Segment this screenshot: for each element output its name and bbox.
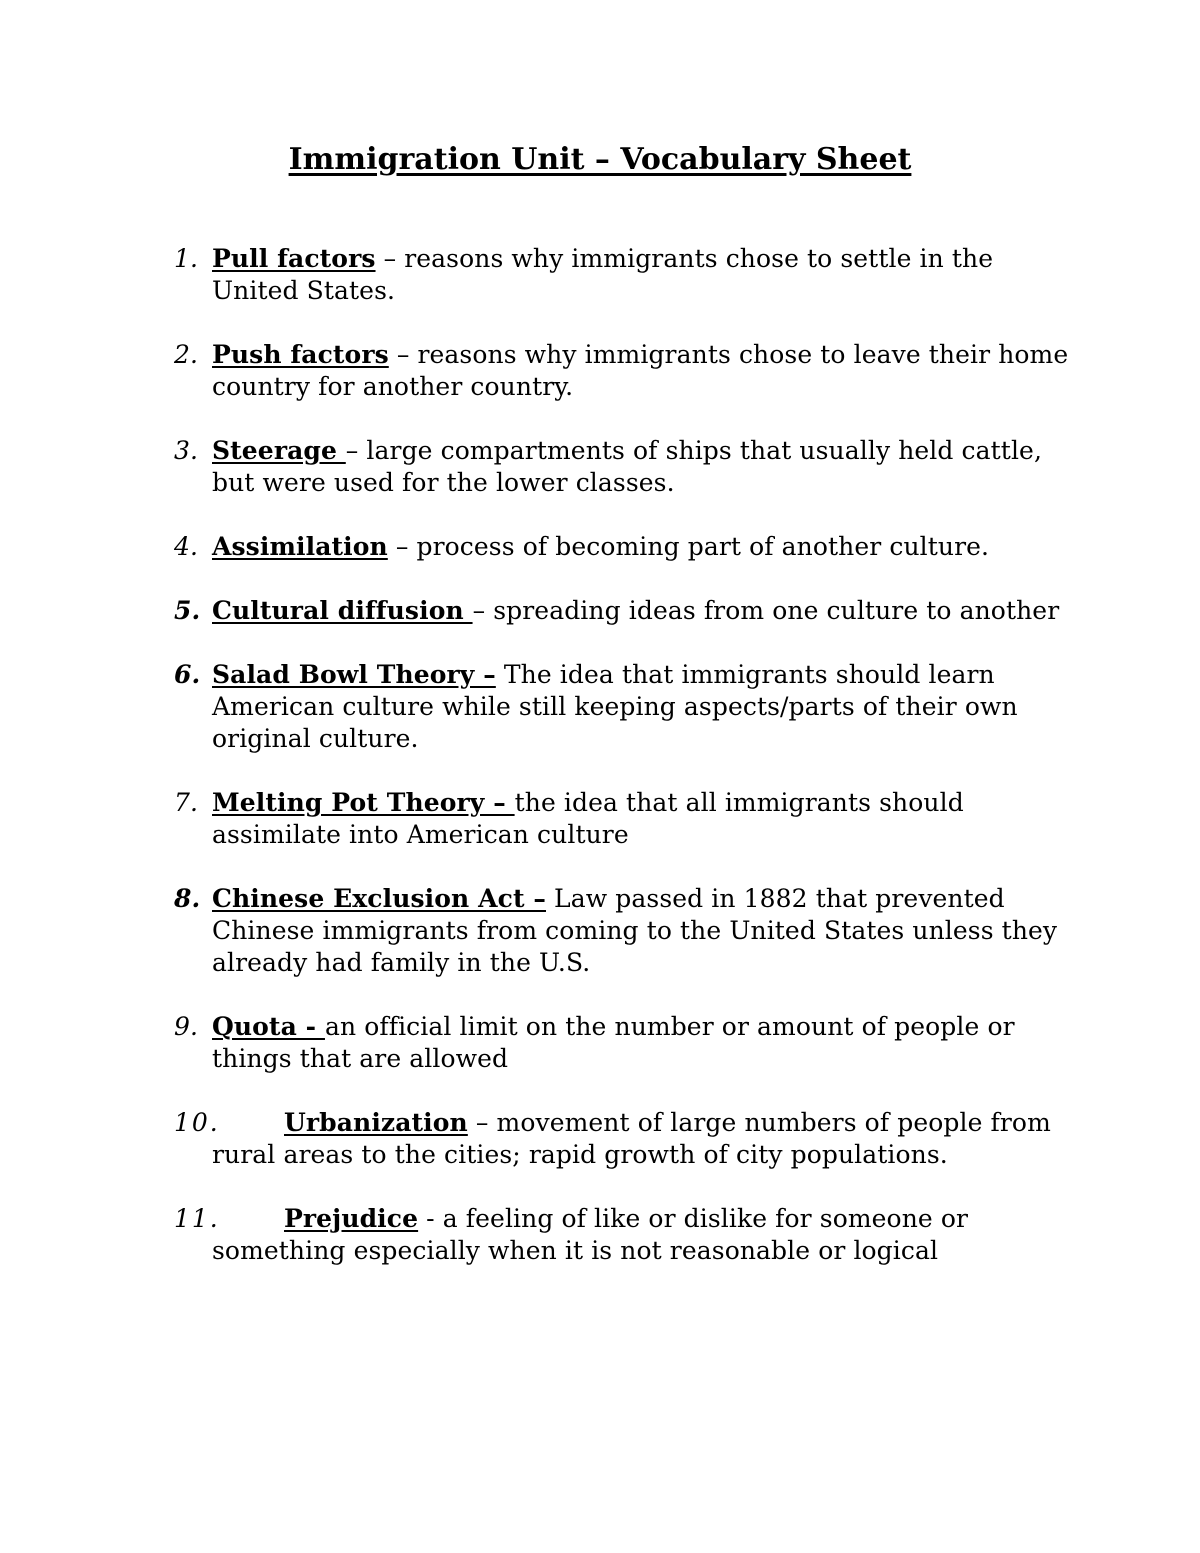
vocab-term: Prejudice	[284, 1204, 419, 1233]
list-item	[174, 883, 1074, 979]
item-number: 3.	[174, 436, 199, 465]
item-number: 7.	[174, 788, 199, 817]
list-item	[174, 1203, 1074, 1267]
page-title: Immigration Unit – Vocabulary Sheet	[288, 142, 912, 177]
vocab-definition: Law passed in 1882 that prevented Chinese immigrants from coming to the United States unless they already had family in the U.S.	[212, 884, 1058, 977]
item-number: 10.	[174, 1108, 220, 1137]
vocab-term: Cultural diffusion	[212, 596, 473, 625]
item-number: 5.	[174, 596, 201, 625]
item-number: 4.	[174, 532, 199, 561]
vocab-definition: – movement of large numbers of people from rural areas to the cities; rapid growth of city populations.	[212, 1108, 1051, 1169]
list-item	[174, 1107, 1074, 1171]
vocab-term: Salad Bowl Theory –	[212, 660, 496, 689]
list-item	[174, 339, 1074, 403]
vocab-definition: the idea that all immigrants should assimilate into American culture	[212, 788, 964, 849]
vocab-definition: – large compartments of ships that usually held cattle, but were used for the lower classes.	[212, 436, 1042, 497]
vocab-term: Pull factors	[212, 244, 376, 273]
vocab-term: Urbanization	[284, 1108, 468, 1137]
item-number: 9.	[174, 1012, 199, 1041]
vocab-definition: – reasons why immigrants chose to leave their home country for another country.	[212, 340, 1069, 401]
vocab-term: Push factors	[212, 340, 389, 369]
vocab-definition: – spreading ideas from one culture to another	[472, 596, 1060, 625]
vocab-term: Chinese Exclusion Act –	[212, 884, 546, 913]
item-number: 2.	[174, 340, 199, 369]
vocab-term: Quota -	[212, 1012, 325, 1041]
vocabulary-list	[174, 243, 1074, 1299]
vocab-definition: an official limit on the number or amount of people or things that are allowed	[212, 1012, 1015, 1073]
list-item	[174, 595, 1074, 627]
list-item	[174, 787, 1074, 851]
list-item	[174, 1011, 1074, 1075]
vocab-definition: The idea that immigrants should learn American culture while still keeping aspects/parts of their own original culture.	[212, 660, 1018, 753]
vocab-definition: - a feeling of like or dislike for someone or something especially when it is not reasonable or logical	[212, 1204, 969, 1265]
list-item	[174, 659, 1074, 755]
item-number: 11.	[174, 1204, 220, 1233]
list-item	[174, 435, 1074, 499]
item-number: 6.	[174, 660, 201, 689]
item-number: 1.	[174, 244, 199, 273]
vocab-definition: – process of becoming part of another culture.	[387, 532, 990, 561]
list-item	[174, 531, 1074, 563]
item-number: 8.	[174, 884, 201, 913]
vocab-definition: – reasons why immigrants chose to settle in the United States.	[212, 244, 994, 305]
vocab-term: Melting Pot Theory –	[212, 788, 515, 817]
vocab-term: Steerage	[212, 436, 346, 465]
vocab-term: Assimilation	[212, 532, 388, 561]
list-item	[174, 243, 1074, 307]
